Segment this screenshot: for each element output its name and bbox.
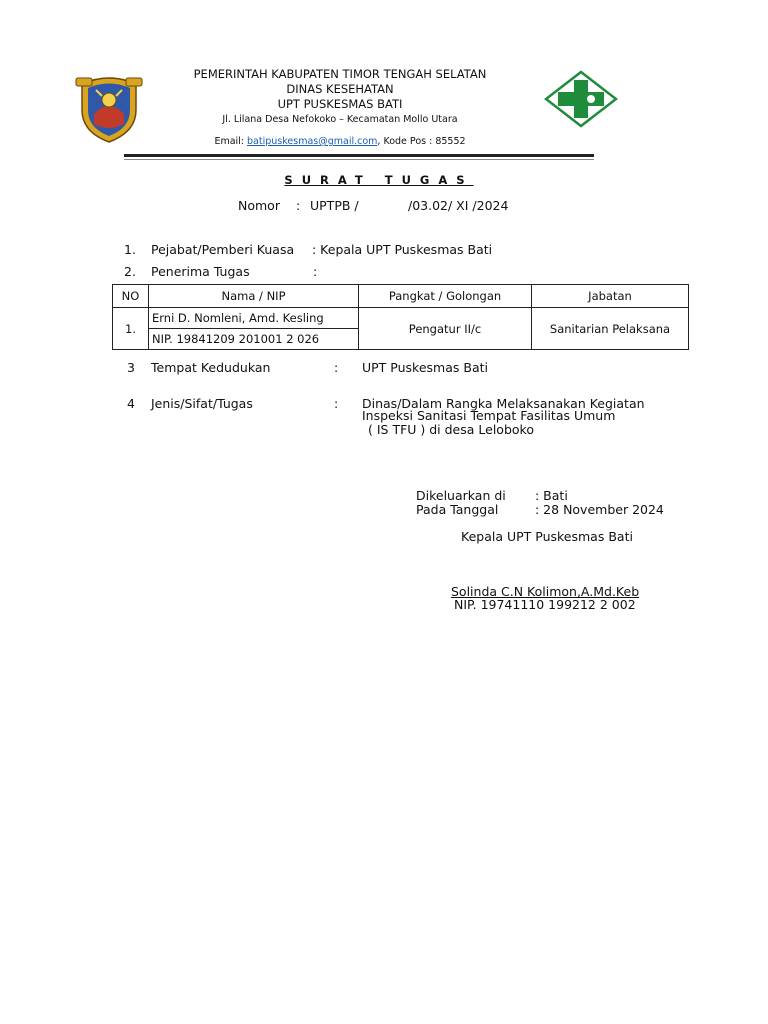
header-divider-thin (124, 159, 594, 160)
signer-name: Solinda C.N Kolimon,A.Md.Keb (451, 584, 640, 599)
item4-value-line1: Dinas/Dalam Rangka Melaksanakan Kegiatan (362, 396, 645, 411)
item1-label: Pejabat/Pemberi Kuasa (151, 242, 295, 257)
item3-number: 3 (127, 360, 135, 375)
issued-date-value: : 28 November 2024 (535, 502, 664, 517)
row-nip: NIP. 19841209 201001 2 026 (149, 329, 359, 350)
header-unit: UPT PUSKESMAS BATI (277, 97, 403, 111)
item1-number: 1. (124, 242, 136, 257)
row-rank: Pengatur II/c (359, 308, 532, 350)
item4-label: Jenis/Sifat/Tugas (151, 396, 253, 411)
issued-date-label: Pada Tanggal (416, 502, 499, 517)
table-header-row (113, 285, 689, 308)
item3-sep: : (334, 360, 339, 375)
table-row (113, 308, 689, 329)
issued-place-label: Dikeluarkan di (416, 488, 506, 503)
item4-value-line3: ( IS TFU ) di desa Leloboko (368, 422, 534, 437)
assignee-table (112, 284, 689, 350)
issued-place-value: : Bati (535, 488, 568, 503)
item4-number: 4 (127, 396, 135, 411)
item4-sep: : (334, 396, 339, 411)
item3-label: Tempat Kedudukan (151, 360, 271, 375)
document-title: SURAT TUGAS (284, 173, 474, 187)
email-label: Email: (214, 136, 248, 147)
nomor-part1: UPTPB / (310, 198, 359, 213)
col-header-no: NO (113, 285, 149, 308)
item2-label: Penerima Tugas (151, 264, 250, 279)
col-header-rank: Pangkat / Golongan (359, 285, 532, 308)
email-link[interactable]: batipuskesmas@gmail.com (247, 136, 378, 147)
header-government: PEMERINTAH KABUPATEN TIMOR TENGAH SELATAN (193, 67, 487, 81)
col-header-name: Nama / NIP (149, 285, 359, 308)
item4-value-line2: Inspeksi Sanitasi Tempat Fasilitas Umum (362, 408, 616, 423)
signer-position: Kepala UPT Puskesmas Bati (461, 529, 633, 544)
nomor-part2: /03.02/ XI /2024 (408, 198, 509, 213)
signer-nip: NIP. 19741110 199212 2 002 (454, 597, 636, 612)
row-name: Erni D. Nomleni, Amd. Kesling (149, 308, 359, 329)
item2-number: 2. (124, 264, 136, 279)
header-address: Jl. Lilana Desa Nefokoko – Kecamatan Mollo Utara (222, 114, 458, 125)
health-cross-logo-icon (544, 70, 618, 128)
col-header-position: Jabatan (532, 285, 689, 308)
header-contact (150, 136, 530, 147)
row-no: 1. (113, 308, 149, 350)
regency-emblem-icon (74, 70, 144, 144)
nomor-label: Nomor (238, 198, 280, 213)
item1-value: : Kepala UPT Puskesmas Bati (312, 242, 493, 257)
header-department: DINAS KESEHATAN (286, 82, 394, 96)
postal-code: , Kode Pos : 85552 (377, 136, 466, 147)
nomor-sep: : (296, 198, 301, 213)
item3-value: UPT Puskesmas Bati (362, 360, 488, 375)
row-position: Sanitarian Pelaksana (532, 308, 689, 350)
item2-sep: : (313, 264, 318, 279)
header-divider (124, 154, 594, 157)
